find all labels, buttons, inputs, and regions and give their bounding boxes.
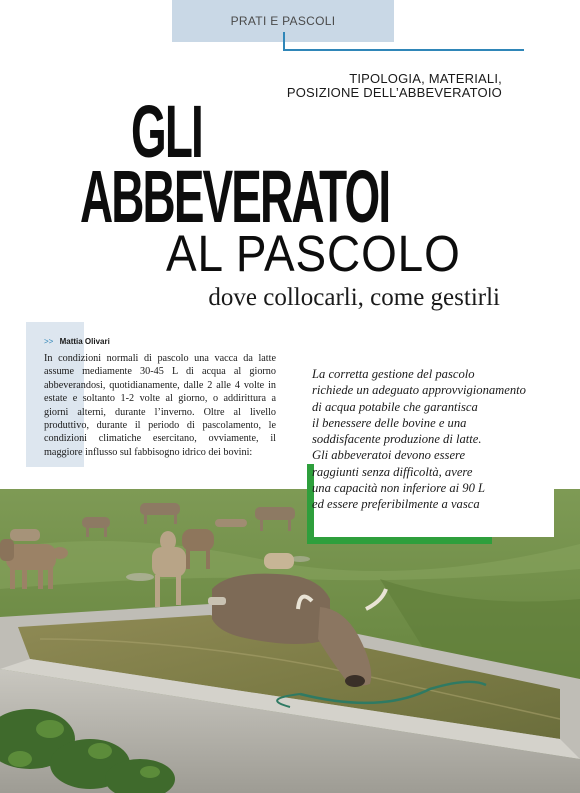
callout-line: una capacità non inferiore ai 90 L <box>312 481 486 496</box>
body-text: In condizioni normali di pascolo una vacca da latte assume mediamente 30-45 L di acqua al giorno abbeverandosi, quotidianamente, dalle 2 alle 4 volte in estate e soltanto 1-2 volte al giorno, o addirittura a giorni alterni, durante l’inverno. Oltre al livello produttivo, durante il periodo di pascolamento, le condizioni climatiche esercitano, ovviamente, il maggiore influsso sul fabbisogno idrico dei bovini: <box>44 353 276 458</box>
byline <box>44 337 110 346</box>
header-rule-horizontal <box>283 49 524 51</box>
title-line-3: AL PASCOLO <box>166 225 461 282</box>
author-name: Mattia Olivari <box>59 337 110 346</box>
callout-line: il benessere delle bovine e una <box>312 415 467 430</box>
callout-accent-horizontal <box>307 537 492 544</box>
callout-line: richiede un adeguato approvvigionamento <box>312 383 526 398</box>
section-label: PRATI E PASCOLI <box>230 14 336 28</box>
byline-marker: >> <box>44 337 54 346</box>
callout-line: Gli abbeveratoi devono essere <box>312 448 466 463</box>
callout-line: La corretta gestione del pascolo <box>312 367 475 381</box>
callout-line: raggiunti senza difficoltà, avere <box>312 464 473 479</box>
kicker-line: POSIZIONE DELL’ABBEVERATOIO <box>286 85 502 100</box>
kicker-line: TIPOLOGIA, MATERIALI, <box>349 71 502 86</box>
callout-line: ed essere preferibilmente a vasca <box>312 497 480 512</box>
callout-line: di acqua potabile che garantisca <box>312 399 478 414</box>
title-line-2: ABBEVERATOI <box>80 155 390 238</box>
subtitle: dove collocarli, come gestirli <box>208 284 500 311</box>
callout-text <box>312 366 548 513</box>
callout-line: soddisfacente produzione di latte. <box>312 432 482 447</box>
title-line-1: GLI <box>131 90 202 173</box>
kicker <box>287 72 502 100</box>
